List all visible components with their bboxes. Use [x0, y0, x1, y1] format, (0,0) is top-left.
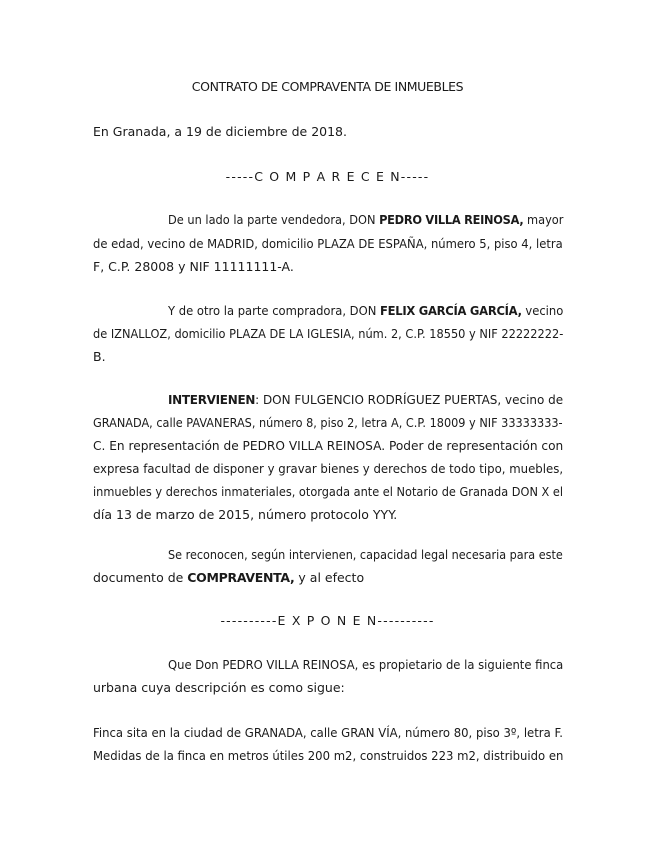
buyer-line-2: de IZNALLOZ, domicilio PLAZA DE LA IGLESIA, núm. 2, C.P. 18550 y NIF 22222222- — [93, 326, 564, 341]
exponen-heading: ----------E X P O N E N---------- — [220, 613, 435, 628]
capacity-end: y al efecto — [294, 570, 365, 585]
intervienen-line-3: C. En representación de PEDRO VILLA REINOSA. Poder de representación con — [93, 438, 564, 453]
owner-line-1: Que Don PEDRO VILLA REINOSA, es propietario de la siguiente finca — [168, 657, 564, 672]
comparecen-heading: -----C O M P A R E C E N----- — [225, 169, 430, 184]
buyer-line-3: B. — [93, 349, 106, 364]
buyer-line-1 — [168, 303, 563, 319]
place-date: En Granada, a 19 de diciembre de 2018. — [93, 124, 347, 139]
intervienen-line-5: inmuebles y derechos inmateriales, otorgada ante el Notario de Granada DON X el — [93, 484, 564, 499]
capacity-line-2 — [93, 570, 563, 586]
intervienen-label: INTERVIENEN — [168, 392, 256, 407]
seller-line-3: F, C.P. 28008 y NIF 11111111-A. — [93, 259, 294, 274]
seller-intro-text: De un lado la parte vendedora, DON — [168, 212, 380, 227]
intervienen-line-4: expresa facultad de disponer y gravar bienes y derechos de todo tipo, muebles, — [93, 461, 564, 476]
compraventa-term: COMPRAVENTA, — [187, 570, 295, 585]
property-line-2: Medidas de la finca en metros útiles 200 m2, construidos 223 m2, distribuido en — [93, 748, 564, 763]
contract-title: CONTRATO DE COMPRAVENTA DE INMUEBLES — [191, 79, 464, 94]
seller-intro-end: mayor — [523, 212, 564, 227]
buyer-intro-end: vecino — [521, 303, 564, 318]
seller-name: PEDRO VILLA REINOSA, — [379, 212, 524, 227]
seller-line-2: de edad, vecino de MADRID, domicilio PLAZA DE ESPAÑA, número 5, piso 4, letra — [93, 236, 563, 251]
owner-line-2: urbana cuya descripción es como sigue: — [93, 680, 345, 695]
intervienen-line-6: día 13 de marzo de 2015, número protocolo YYY. — [93, 507, 398, 522]
buyer-intro-text: Y de otro la parte compradora, DON — [168, 303, 381, 318]
property-line-1: Finca sita en la ciudad de GRANADA, calle GRAN VÍA, número 80, piso 3º, letra F. — [93, 725, 563, 740]
seller-line-1 — [168, 212, 563, 228]
buyer-name: FELIX GARCÍA GARCÍA, — [380, 303, 522, 318]
intervienen-line-1 — [168, 392, 563, 408]
intervienen-intro: : DON FULGENCIO RODRÍGUEZ PUERTAS, vecino de — [255, 392, 564, 407]
capacity-line-1: Se reconocen, según intervienen, capacidad legal necesaria para este — [168, 547, 563, 562]
capacity-text: documento de — [93, 570, 188, 585]
intervienen-line-2: GRANADA, calle PAVANERAS, número 8, piso 2, letra A, C.P. 18009 y NIF 33333333- — [93, 415, 563, 430]
